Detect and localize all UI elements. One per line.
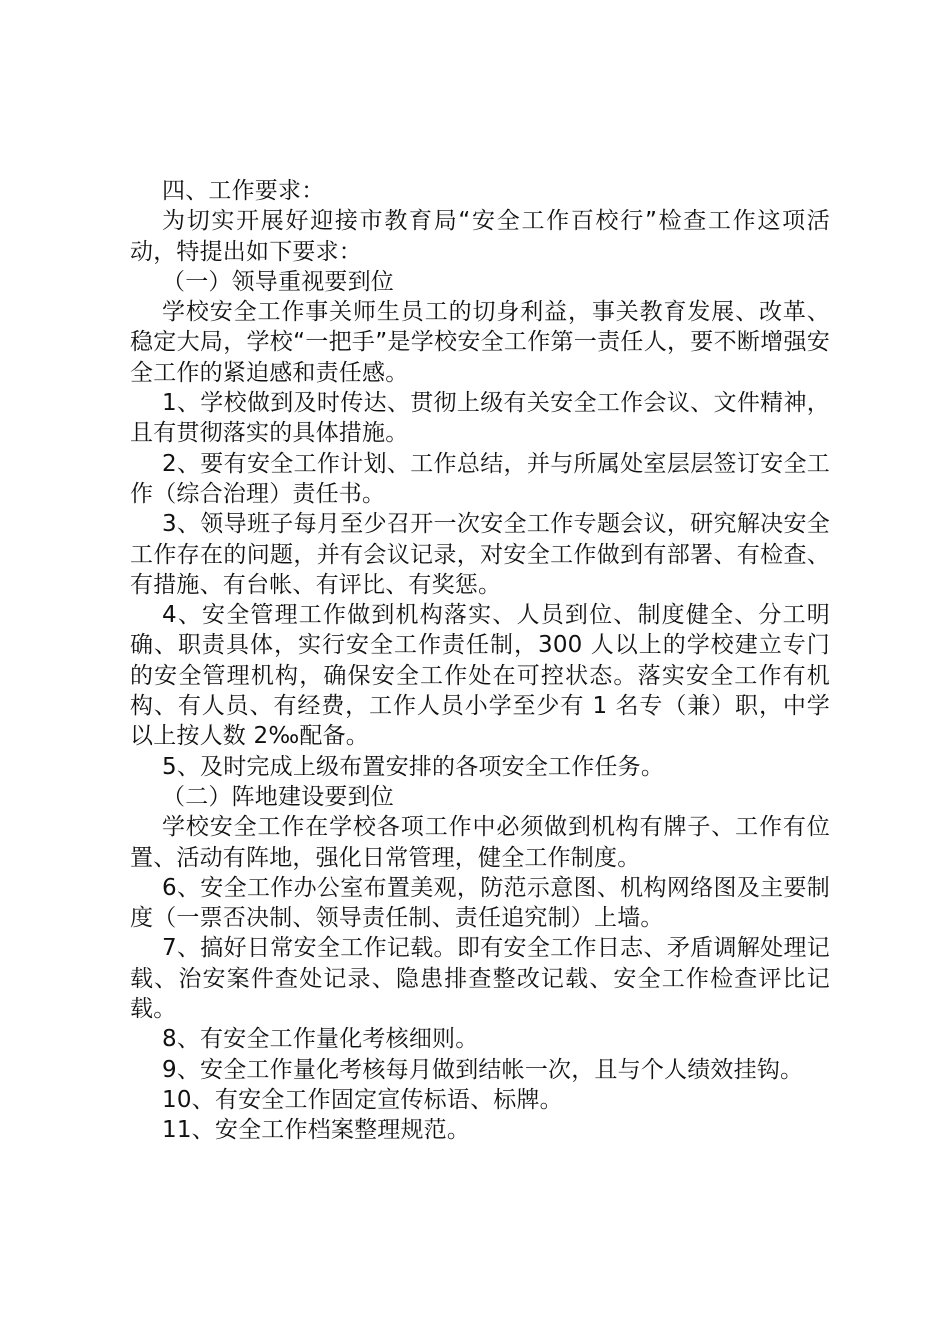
list-item: 7、搞好日常安全工作记载。即有安全工作日志、矛盾调解处理记载、治安案件查处记录、隐患排查整改记载、安全工作检查评比记载。	[130, 935, 830, 1023]
section-title: 四、工作要求：	[162, 178, 325, 204]
subsection-2-title: （二）阵地建设要到位	[162, 783, 394, 810]
list-item: 9、安全工作量化考核每月做到结帐一次，且与个人绩效挂钩。	[162, 1056, 804, 1083]
list-item: 8、有安全工作量化考核细则。	[162, 1026, 479, 1053]
intro-paragraph: 为切实开展好迎接市教育局“安全工作百校行”检查工作这项活动，特提出如下要求：	[130, 208, 830, 265]
subsection-2-lead: 学校安全工作在学校各项工作中必须做到机构有牌子、工作有位置、活动有阵地，强化日常管理，健全工作制度。	[130, 814, 830, 871]
subsection-1-title: （一）领导重视要到位	[162, 268, 394, 295]
list-item: 6、安全工作办公室布置美观，防范示意图、机构网络图及主要制度（一票否决制、领导责任制、责任追究制）上墙。	[130, 874, 830, 932]
subsection-1-lead: 学校安全工作事关师生员工的切身利益，事关教育发展、改革、稳定大局，学校“一把手”是学校安全工作第一责任人，要不断增强安全工作的紧迫感和责任感。	[130, 299, 830, 386]
list-item: 2、要有安全工作计划、工作总结，并与所属处室层层签订安全工作（综合治理）责任书。	[130, 450, 830, 507]
list-item: 4、安全管理工作做到机构落实、人员到位、制度健全、分工明确、职责具体，实行安全工作责任制，300 人以上的学校建立专门的安全管理机构，确保安全工作处在可控状态。落实安全工作有机构、有人员、有经费，工作人员小学至少有 1 名专（兼）职，中学以上按人数 2‰配备。	[130, 602, 830, 750]
list-item: 10、有安全工作固定宣传标语、标牌。	[162, 1086, 563, 1113]
list-item: 1、学校做到及时传达、贯彻上级有关安全工作会议、文件精神，且有贯彻落实的具体措施。	[130, 390, 830, 447]
document-page	[130, 176, 830, 1146]
list-item: 3、领导班子每月至少召开一次安全工作专题会议，研究解决安全工作存在的问题，并有会议记录，对安全工作做到有部署、有检查、有措施、有台帐、有评比、有奖惩。	[130, 511, 830, 598]
list-item: 11、安全工作档案整理规范。	[162, 1117, 471, 1144]
list-item: 5、及时完成上级布置安排的各项安全工作任务。	[162, 753, 665, 780]
